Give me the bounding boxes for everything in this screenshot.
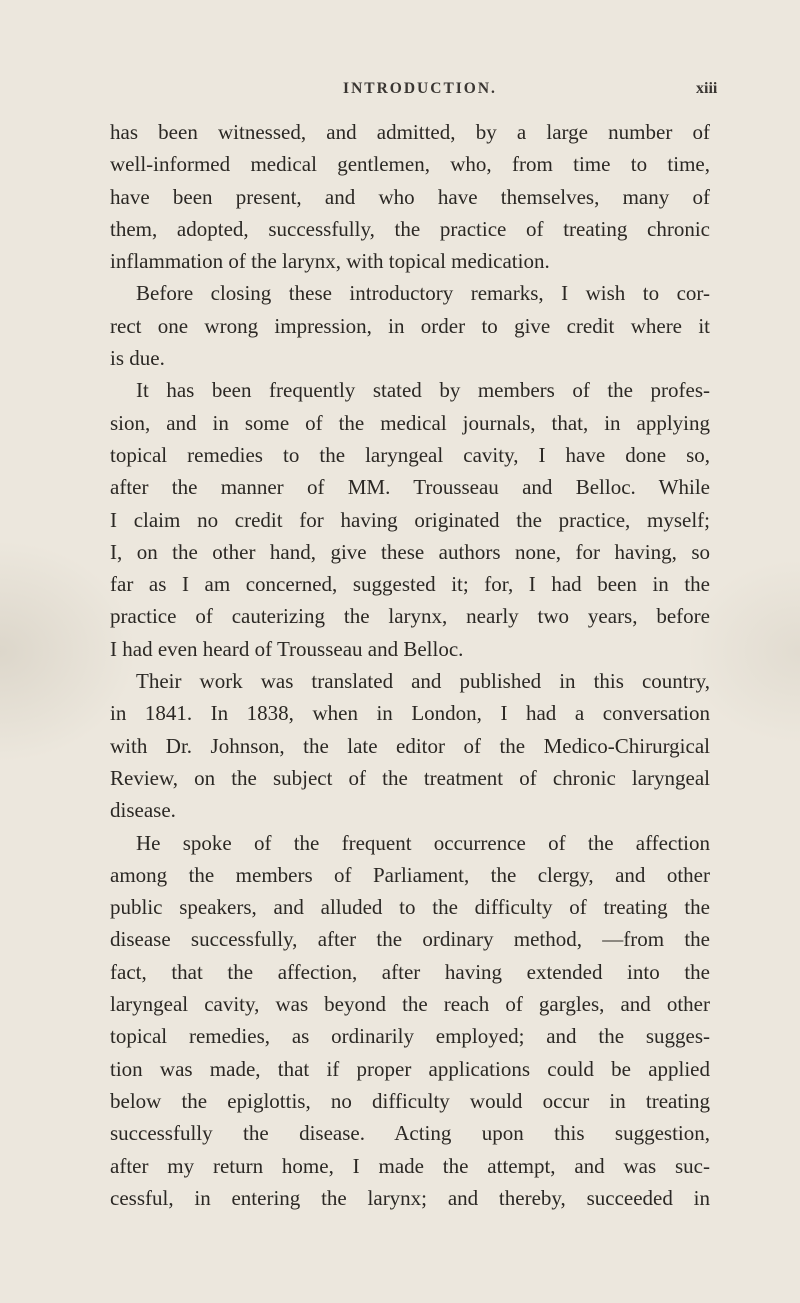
text-line: after my return home, I made the attempt, and was suc- [110,1153,710,1178]
text-line: is due. [110,346,165,371]
text-line: public speakers, and alluded to the difficulty of treating the [110,895,710,920]
text-line: in 1841. In 1838, when in London, I had a conversation [110,701,710,726]
text-line: Review, on the subject of the treatment of chronic laryngeal [110,765,710,790]
text-line: rect one wrong impression, in order to give credit where it [110,313,710,338]
text-line: I had even heard of Trousseau and Belloc. [110,636,464,661]
text-line: disease. [110,798,176,823]
text-line: have been present, and who have themselves, many of [110,184,710,209]
text-line: I, on the other hand, give these authors none, for having, so [110,539,710,564]
text-line: inflammation of the larynx, with topical medication. [110,249,550,274]
text-line: Their work was translated and published in this country, [136,669,710,694]
text-line: among the members of Parliament, the clergy, and other [110,862,710,887]
body-text [110,116,710,1214]
text-line: Before closing these introductory remarks, I wish to cor- [136,281,710,306]
text-line: disease successfully, after the ordinary method, —from the [110,927,710,952]
text-line: laryngeal cavity, was beyond the reach of gargles, and other [110,992,710,1017]
text-line: far as I am concerned, suggested it; for, I had been in the [110,572,710,597]
text-line: after the manner of MM. Trousseau and Belloc. While [110,475,710,500]
text-line: successfully the disease. Acting upon this suggestion, [110,1121,710,1146]
text-line: practice of cauterizing the larynx, nearly two years, before [110,604,710,629]
text-line: well-informed medical gentlemen, who, from time to time, [110,152,710,177]
text-line: topical remedies, as ordinarily employed; and the sugges- [110,1024,710,1049]
running-head: INTRODUCTION. [343,80,497,97]
page-number: xiii [696,80,718,97]
text-line: below the epiglottis, no difficulty would occur in treating [110,1088,710,1113]
text-line: has been witnessed, and admitted, by a large number of [110,120,710,144]
text-line: them, adopted, successfully, the practice of treating chronic [110,216,710,241]
text-line: sion, and in some of the medical journals, that, in applying [110,410,710,435]
text-line: tion was made, that if proper applications could be applied [110,1056,710,1081]
text-line: cessful, in entering the larynx; and thereby, succeeded in [110,1185,710,1210]
text-line: topical remedies to the laryngeal cavity, I have done so, [110,442,710,467]
text-line: I claim no credit for having originated the practice, myself; [110,507,710,532]
text-line: with Dr. Johnson, the late editor of the Medico-Chirurgical [110,733,710,758]
text-line: fact, that the affection, after having extended into the [110,959,710,984]
text-line: It has been frequently stated by members of the profes- [136,378,710,403]
text-line: He spoke of the frequent occurrence of the affection [136,830,710,855]
